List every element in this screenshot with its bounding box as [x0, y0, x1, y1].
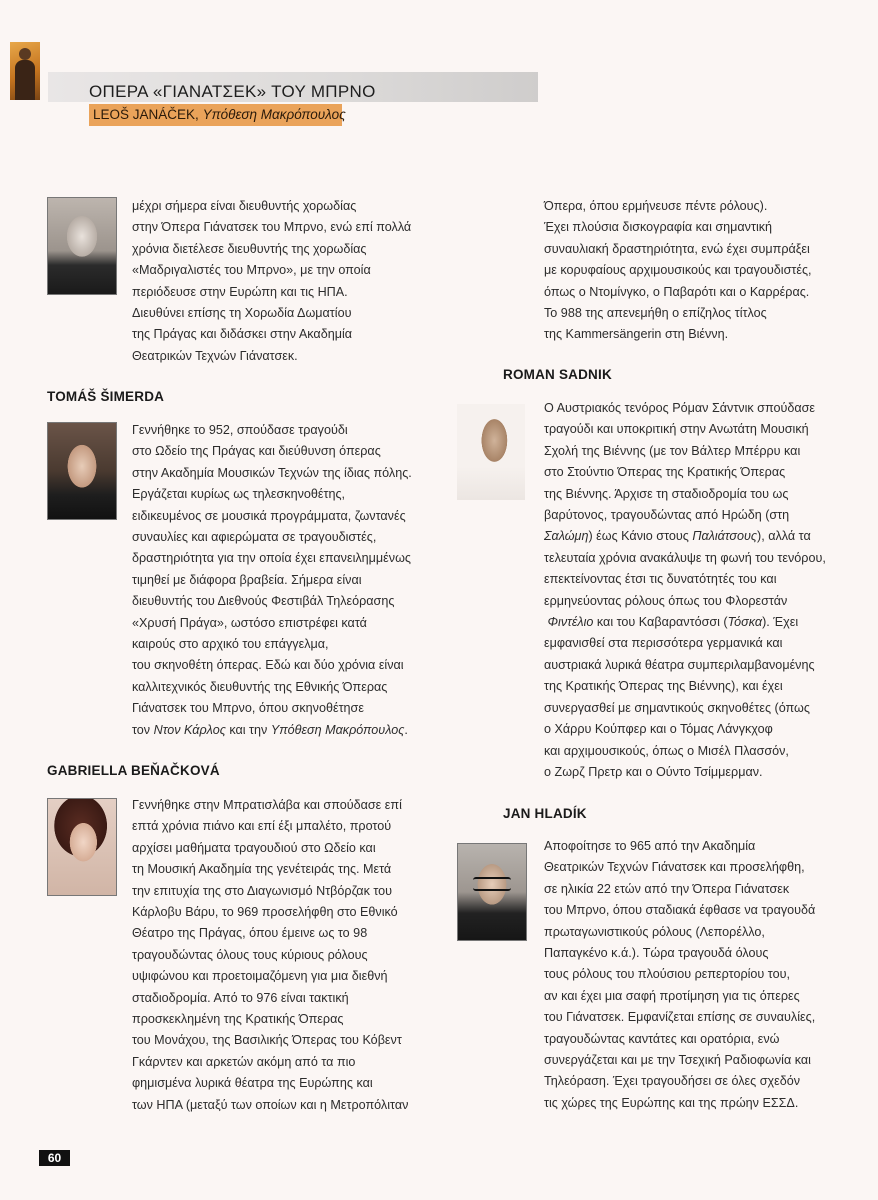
text-line: τις χώρες της Ευρώπης και της πρώην ΕΣΣΔ. — [544, 1095, 799, 1110]
text-run: ), αλλά τα — [757, 529, 811, 544]
text-line: Θεατρικών Τεχνών Γιάνατσεκ και προσελήφθη, — [544, 860, 805, 875]
text-line: Διευθύνει επίσης τη Χορωδία Δωματίου — [132, 306, 352, 321]
text-line: μέχρι σήμερα είναι διευθυντής χορωδίας — [132, 199, 357, 213]
text-line: συνεργάζεται και με την Τσεχική Ραδιοφωνία και — [544, 1053, 811, 1068]
text-line: Έχει πλούσια δισκογραφία και σημαντική — [544, 220, 773, 235]
text-run: ) έως Κάνιο στους — [588, 529, 693, 544]
text-line: τραγούδι και υποκριτική στην Ανωτάτη Μουσική — [544, 422, 809, 437]
text-line: πρωταγωνιστικούς ρόλους (Λεπορέλλο, — [544, 924, 765, 939]
page-number: 60 — [47, 1151, 62, 1165]
text-line: «Μαδριγαλιστές του Μπρνο», με την οποία — [132, 263, 371, 278]
page-title: ΟΠΕΡΑ «ΓΙΑΝΑΤΣΕΚ» ΤΟΥ ΜΠΡΝΟ — [89, 82, 376, 101]
text-line: εμφανισθεί στα περισσότερα γερμανικά και — [544, 636, 783, 651]
portrait-choir-director — [47, 197, 117, 295]
portrait-roman-sadnik — [457, 404, 525, 500]
heading-jan-hladik: JAN HLADÍK — [503, 806, 587, 821]
bio-jan-hladik — [544, 836, 815, 1114]
text-line: Παπαγκένο κ.ά.). Τώρα τραγουδά όλους — [544, 946, 769, 961]
heading-gabriella-benackova: GABRIELLA BEŇAČKOVÁ — [47, 763, 220, 778]
text-line: Το 988 της απενεμήθη ο επίζηλος τίτλος — [544, 306, 767, 321]
text-line: ο Χάρρυ Κούπφερ και ο Τόμας Λάνγκχοφ — [544, 722, 773, 737]
left-intro-text — [132, 196, 411, 367]
opera-title-makropulos: Υπόθεση Μακρόπουλος — [270, 722, 405, 737]
heading-tomas-simerda: TOMÁŠ ŠIMERDA — [47, 389, 165, 404]
text-line: της Πράγας και διδάσκει στην Ακαδημία — [132, 327, 353, 342]
text-line: Θεατρικών Τεχνών Γιάνατσεκ. — [132, 348, 298, 363]
text-line: καιρούς στο αρχικό του επάγγελμα, — [132, 637, 329, 652]
portrait-gabriella-benackova — [47, 798, 117, 896]
text-line: βαρύτονος, τραγουδώντας από Ηρώδη (στη — [544, 508, 790, 523]
bio-tomas-simerda — [132, 420, 412, 741]
text-line: Σχολή της Βιέννης (με τον Βάλτερ Μπέρρυ και — [544, 443, 801, 458]
text-line: στο Ωδείο της Πράγας και διεύθυνση όπερας — [132, 444, 381, 459]
text-line: του σκηνοθέτη όπερας. Εδώ και δύο χρόνια είναι — [132, 658, 404, 673]
text-line: στο Στούντιο Όπερας της Κρατικής Όπερας — [544, 465, 786, 480]
text-line: φημισμένα λυρικά θέατρα της Ευρώπης και — [132, 1076, 373, 1091]
text-line: όπως ο Ντομίνγκο, ο Παβαρότι και ο Καρρέρας. — [544, 284, 810, 299]
text-run: . — [404, 722, 408, 737]
text-line — [544, 612, 826, 633]
text-line: της Κρατικής Όπερας της Βιέννης), και έχει — [544, 679, 783, 694]
text-line: του Γιάνατσεκ. Εμφανίζεται επίσης σε συναυλίες, — [544, 1010, 816, 1025]
text-line: της Βιέννης. Άρχισε τη σταδιοδρομία του ως — [544, 486, 789, 501]
text-line: σε ηλικία 22 ετών από την Όπερα Γιάνατσεκ — [544, 881, 790, 896]
opera-title-fidelio: Φιντέλιο — [547, 615, 594, 630]
header-thumbnail-image — [10, 42, 40, 100]
page-subtitle — [93, 107, 346, 122]
text-line: των ΗΠΑ (μεταξύ των οποίων και η Μετροπόλιταν — [132, 1097, 409, 1112]
text-line: Εργάζεται κυρίως ως τηλεσκηνοθέτης, — [132, 487, 346, 502]
text-line: συναυλίες και αφιερώματα σε τραγουδιστές, — [132, 530, 377, 545]
text-line: Αποφοίτησε το 965 από την Ακαδημία — [544, 839, 756, 853]
text-line: Όπερα, όπου ερμήνευσε πέντε ρόλους). — [544, 199, 768, 213]
text-line: την επιτυχία της στο Διαγωνισμό Ντβόρζακ του — [132, 883, 393, 898]
subtitle-composer: LEOŠ JANÁČEK, — [93, 107, 199, 122]
text-line: καλλιτεχνικός διευθυντής της Εθνικής Όπερας — [132, 679, 388, 694]
text-line: ειδικευμένος σε μουσικά προγράμματα, ζωντανές — [132, 508, 406, 523]
opera-title-pagliacci: Παλιάτσους — [692, 529, 758, 544]
text-line: επεκτείνοντας έτσι τις δυνατότητές του και — [544, 572, 777, 587]
text-line: τραγουδώντας όλους τους κύριους ρόλους — [132, 947, 368, 962]
text-line: τους ρόλους του πλούσιου ρεπερτορίου του, — [544, 967, 790, 982]
text-line: Γκάρντεν και αρκετών ακόμη από τα πιο — [132, 1054, 356, 1069]
text-line: αυστριακά λυρικά θέατρα συμπεριλαμβανομένης — [544, 657, 815, 672]
text-line: και αρχιμουσικούς, όπως ο Μισέλ Πλασσόν, — [544, 743, 789, 758]
right-intro-text — [544, 196, 812, 346]
text-line: ο Ζωρζ Πρετρ και ο Ούντο Τσίμμερμαν. — [544, 764, 763, 779]
text-line: Γιάνατσεκ του Μπρνο, όπου σκηνοθέτησε — [132, 701, 364, 716]
opera-title-tosca: Τόσκα — [727, 615, 763, 630]
conductor-body-shape — [15, 60, 35, 100]
text-line — [132, 720, 412, 741]
text-line: της Kammersängerin στη Βιέννη. — [544, 327, 729, 342]
text-line: αρχίσει μαθήματα τραγουδιού στο Ωδείο και — [132, 840, 376, 855]
text-line: Θέατρο της Πράγας, όπου έμεινε ως το 98 — [132, 926, 368, 941]
text-line: Κάρλοβυ Βάρυ, το 969 προσελήφθη στο Εθνικό — [132, 905, 398, 920]
text-line: τη Μουσική Ακαδημία της γενέτειράς της. Μετά — [132, 862, 392, 877]
text-line: χρόνια διετέλεσε διευθυντής της χορωδίας — [132, 241, 367, 256]
text-line: Ο Αυστριακός τενόρος Ρόμαν Σάντνικ σπούδασε — [544, 401, 816, 415]
text-line: τελευταία χρόνια ανακάλυψε τη φωνή του τενόρου, — [544, 550, 826, 565]
text-line: σταδιοδρομία. Από το 976 είναι τακτική — [132, 990, 349, 1005]
glasses-shape — [473, 877, 511, 891]
heading-roman-sadnik: ROMAN SADNIK — [503, 367, 612, 382]
text-run: και την — [225, 722, 271, 737]
text-line: διευθυντής του Διεθνούς Φεστιβάλ Τηλεόρασης — [132, 594, 395, 609]
text-line: δραστηριότητα για την οποία έχει επανειλημμένως — [132, 551, 411, 566]
text-run: και του Καβαραντόσσι ( — [593, 615, 728, 630]
opera-title-salome: Σαλώμη — [544, 529, 589, 544]
text-line: συνεργασθεί με σημαντικούς σκηνοθέτες (όπως — [544, 700, 810, 715]
text-line: Τηλεόραση. Έχει τραγουδήσει σε όλες σχεδόν — [544, 1074, 801, 1089]
text-line: με κορυφαίους αρχιμουσικούς και τραγουδιστές, — [544, 263, 812, 278]
text-line — [544, 526, 826, 547]
text-line: ερμηνεύοντας ρόλους όπως του Φλορεστάν — [544, 593, 788, 608]
conductor-head-shape — [19, 48, 31, 60]
text-line: αν και έχει μια σαφή προτίμηση για τις όπερες — [544, 988, 800, 1003]
bio-roman-sadnik — [544, 398, 826, 783]
text-line: Γεννήθηκε το 952, σπούδασε τραγούδι — [132, 423, 348, 437]
text-line: επτά χρόνια πιάνο και επί έξι μπαλέτο, προτού — [132, 819, 392, 834]
text-run: τον — [132, 722, 154, 737]
subtitle-work: Υπόθεση Μακρόπουλος — [202, 107, 346, 122]
text-line: προσκεκλημένη της Κρατικής Όπερας — [132, 1012, 344, 1027]
text-line: υψιφώνου και προετοιμαζόμενη για μια διεθνή — [132, 969, 388, 984]
text-line: του Μονάχου, της Βασιλικής Όπερας του Κόβεντ — [132, 1033, 402, 1048]
bio-gabriella-benackova — [132, 795, 408, 1116]
text-line: Γεννήθηκε στην Μπρατισλάβα και σπούδασε επί — [132, 798, 402, 812]
opera-title-don-carlos: Ντον Κάρλος — [153, 722, 226, 737]
text-line: τιμηθεί με διάφορα βραβεία. Σήμερα είναι — [132, 572, 362, 587]
text-run: ). Έχει — [762, 615, 799, 630]
portrait-tomas-simerda — [47, 422, 117, 520]
text-line: τραγουδώντας καντάτες και ορατόρια, ενώ — [544, 1031, 780, 1046]
portrait-jan-hladik — [457, 843, 527, 941]
text-line: «Χρυσή Πράγα», ωστόσο επιστρέφει κατά — [132, 615, 367, 630]
text-line: του Μπρνο, όπου σταδιακά έφθασε να τραγουδά — [544, 903, 816, 918]
text-line: συναυλιακή δραστηριότητα, ενώ έχει συμπράξει — [544, 241, 810, 256]
text-line: στην Ακαδημία Μουσικών Τεχνών της ίδιας πόλης. — [132, 465, 412, 480]
text-line: στην Όπερα Γιάνατσεκ του Μπρνο, ενώ επί πολλά — [132, 220, 412, 235]
text-line: περιόδευσε στην Ευρώπη και τις ΗΠΑ. — [132, 284, 348, 299]
